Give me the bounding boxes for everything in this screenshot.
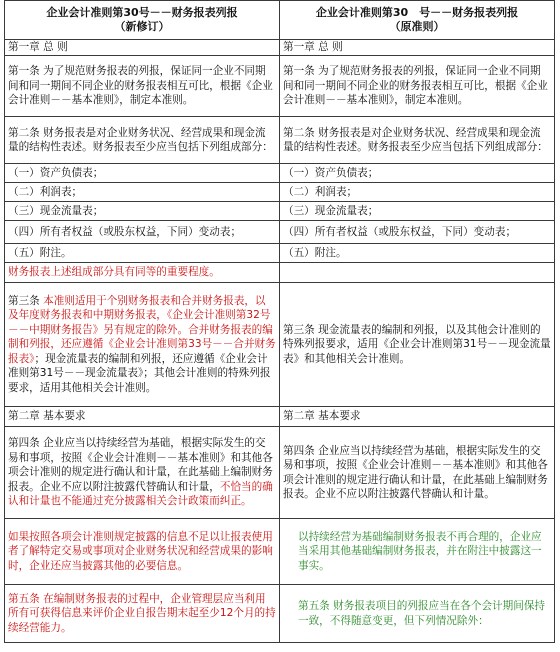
- new-standard-header: [5, 1, 280, 40]
- article3-left-rest: ；现金流量表的编制和列报，还应遵循《企业会计准则第31号－－现金流量表》；其他会计准则的特殊列报要求，适用其他相关会计准则。: [8, 352, 271, 394]
- chapter2-right: 第二章 基本要求: [280, 407, 555, 427]
- item4-left: （四）所有者权益（或股东权益，下同）变动表；: [5, 221, 280, 244]
- table-row: [5, 263, 555, 283]
- table-row: [5, 221, 555, 244]
- table-row: [5, 164, 555, 183]
- new-standard-title: 企业会计准则第30号－－财务报表列报: [46, 6, 238, 19]
- chapter1-left: 第一章 总 则: [5, 40, 280, 56]
- table-row: [5, 407, 555, 427]
- equal-importance-left: 财务报表上述组成部分具有同等的重要程度。: [5, 263, 280, 283]
- going-concern-right: 以持续经营为基础编制财务报表不再合理的，企业应当采用其他基础编制财务报表，并在附注中披露这一事实。: [280, 519, 555, 585]
- table-row: [5, 202, 555, 221]
- article2-left: 第二条 财务报表是对企业财务状况、经营成果和现金流量的结构性表述。财务报表至少应当包括下列组成部分：: [5, 117, 280, 164]
- extra-disclosure-left: 如果按照各项会计准则规定披露的信息不足以让报表使用者了解特定交易或事项对企业财务状况和经营成果的影响时，企业还应当披露其他的必要信息。: [5, 519, 280, 585]
- item5-left: （五）附注。: [5, 244, 280, 263]
- item1-right: （一）资产负债表；: [280, 164, 555, 183]
- old-standard-title: 企业会计准则第30 号－－财务报表列报: [315, 6, 519, 19]
- table-row: [5, 56, 555, 117]
- table-row: [5, 117, 555, 164]
- article3-left-changed: 本准则适用于个别财务报表和合并财务报表，以及年度财务报表和中期财务报表，《企业会计准则第32号－－中期财务报告》另有规定的除外。合并财务报表的编制和列报，还应遵循《企业会计准则第33号－－合并财务报表》: [8, 295, 276, 365]
- equal-importance-right-empty: [280, 263, 555, 283]
- item3-right: （三）现金流量表；: [280, 202, 555, 221]
- table-row: [5, 40, 555, 56]
- item2-right: （二）利润表；: [280, 183, 555, 202]
- article5-left: [5, 585, 280, 643]
- chapter2-left: 第二章 基本要求: [5, 407, 280, 427]
- comparison-table: [4, 0, 555, 643]
- article3-left-label: 第三条: [8, 295, 44, 308]
- table-row: [5, 183, 555, 202]
- table-row: [5, 283, 555, 407]
- old-standard-header: [280, 1, 555, 40]
- item2-left: （二）利润表；: [5, 183, 280, 202]
- item5-right: （五）附注。: [280, 244, 555, 263]
- table-row: [5, 244, 555, 263]
- item4-right: （四）所有者权益（或股东权益，下同）变动表；: [280, 221, 555, 244]
- header-row: [5, 1, 555, 40]
- article1-left: 第一条 为了规范财务报表的列报，保证同一企业不同期间和同一期间不同企业的财务报表相互可比，根据《企业会计准则－－基本准则》，制定本准则。: [5, 56, 280, 117]
- new-standard-subtitle: （新修订）: [114, 20, 170, 33]
- chapter1-right: 第一章 总 则: [280, 40, 555, 56]
- item1-left: （一）资产负债表；: [5, 164, 280, 183]
- old-standard-subtitle: （原准则）: [389, 20, 445, 33]
- article4-left-text: 第四条 企业应当以持续经营为基础，根据实际发生的交易和事项，按照《企业会计准则－－基本准则》和其他各项会计准则的规定进行确认和计量，在此基础上编制财务报表。企业不应以附注披露代替确认和计量，: [8, 437, 273, 493]
- article5-right: 第五条 财务报表项目的列报应当在各个会计期间保持一致，不得随意变更，但下列情况除外：: [280, 585, 555, 643]
- article5-left-changed: 在编制财务报表的过程中，企业管理层应当利用所有可获得信息来评价企业自报告期末起至少12个月的持续经营能力。: [8, 592, 276, 634]
- article4-left-changed: 不恰当的确认和计量也不能通过充分披露相关会计政策而纠正。: [8, 480, 273, 508]
- article5-left-label: 第五条: [8, 592, 44, 605]
- table-row: [5, 519, 555, 585]
- article4-right: 第四条 企业应当以持续经营为基础，根据实际发生的交易和事项，按照《企业会计准则－－基本准则》和其他各项会计准则的规定进行确认和计量，在此基础上编制财务报表。企业不应以附注披露代替确认和计量。: [280, 427, 555, 519]
- article1-right: 第一条 为了规范财务报表的列报，保证同一企业不同期间和同一期间不同企业的财务报表相互可比，根据《企业会计准则－－基本准则》，制定本准则。: [280, 56, 555, 117]
- article3-left: [5, 283, 280, 407]
- table-row: [5, 427, 555, 519]
- item3-left: （三）现金流量表；: [5, 202, 280, 221]
- article3-right: 第三条 现金流量表的编制和列报，以及其他会计准则的特殊列报要求，适用《企业会计准则第31号－－现金流量表》和其他相关会计准则。: [280, 283, 555, 407]
- article2-right: 第二条 财务报表是对企业财务状况、经营成果和现金流量的结构性表述。财务报表至少应当包括下列组成部分：: [280, 117, 555, 164]
- table-row: [5, 585, 555, 643]
- article4-left: [5, 427, 280, 519]
